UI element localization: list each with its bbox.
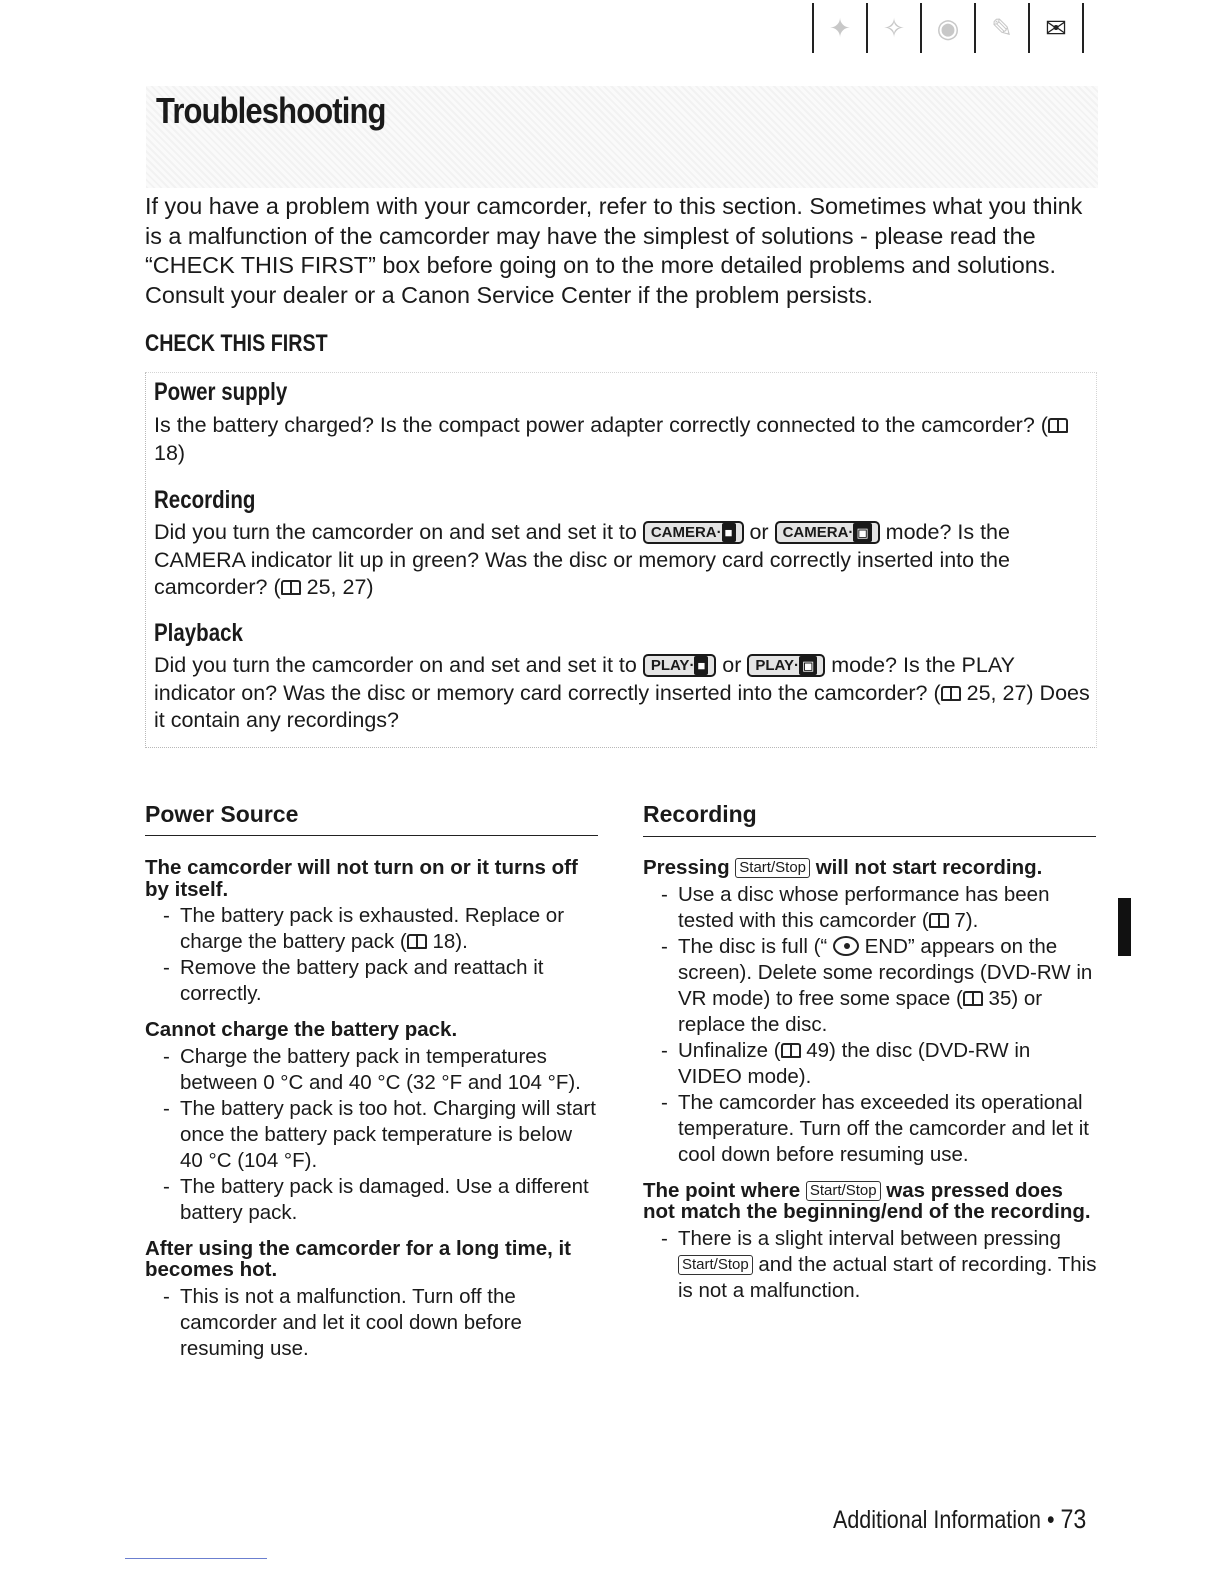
question-heading: After using the camcorder for a long time, it becomes hot. [145,1236,572,1281]
answer-text: The disc is full (“ [678,934,833,958]
list-item [643,1226,1098,1304]
playback-check-text [154,652,1094,735]
footer-section: Additional Information [833,1506,1041,1534]
mode-tag-label: CAMERA· [650,524,722,541]
tab-book-icon[interactable]: ✉ [1045,12,1067,43]
answer-list [145,1044,600,1226]
mode-tag-label: PLAY· [650,657,695,674]
power-supply-text-2: 18) [154,440,186,465]
list-item: - Remove the battery pack and reattach it correctly. [145,955,600,1007]
answer-list [643,1226,1098,1304]
list-item: - The camcorder has exceeded its operational temperature. Turn off the camcorder and let it cool down before resuming use. [643,1090,1098,1168]
answer-text: 18). [426,930,468,953]
page-ref-icon [929,913,949,928]
question-text: Pressing [643,856,736,879]
recording-check-text [154,519,1094,602]
answer-text: 7). [948,908,979,932]
movie-icon: ■ [694,656,708,675]
answer-text: and the actual start of recording. This is not a malfunction. [678,1252,1097,1302]
answer-text: The battery pack is exhausted. Replace or charge the battery pack ( [180,904,565,953]
tab-intro-icon[interactable]: ✦ [829,12,851,43]
list-item [643,1038,1098,1090]
recording-check-heading: Recording [154,486,256,514]
power-supply-heading: Power supply [154,378,288,406]
or-text: or [716,653,748,677]
movie-icon: ■ [722,523,736,542]
camera-movie-mode-tag [643,521,744,544]
list-item [643,934,1098,1038]
tab-divider [1082,3,1084,53]
list-item: - The battery pack is too hot. Charging will start once the battery pack temperature is below 40 °C (104 °F). [145,1096,600,1174]
answer-list [643,882,1098,1168]
camera-photo-mode-tag [775,521,880,544]
tab-disc-icon[interactable]: ◉ [936,12,960,43]
power-supply-text-1: Is the battery charged? Is the compact power adapter correctly connected to the camcorder? ( [154,413,1048,437]
tab-camera-icon[interactable]: ✧ [883,12,905,43]
column-rule [643,836,1096,837]
power-source-column [145,857,600,1362]
power-source-heading: Power Source [145,801,299,827]
page-ref-icon [407,934,427,949]
question-heading [643,857,1098,879]
power-supply-text [154,412,1094,467]
answer-list [145,903,600,1007]
intro-paragraph: If you have a problem with your camcorder, refer to this section. Sometimes what you think is a malfunction of the camcorder may have the simplest of solutions - please read the “CHECK THIS FIRST” box before going on to the more detailed problems and solutions. Consult your dealer or a Canon Service Center if the problem persists. [145,193,1083,308]
answer-text: Unfinalize ( [678,1038,781,1062]
photo-icon: ▣ [799,656,817,675]
page-footer [833,1504,1086,1535]
start-stop-key: Start/Stop [806,1181,881,1201]
page-ref-icon [963,991,983,1006]
list-item: - Charge the battery pack in temperatures between 0 °C and 40 °C (32 °F and 104 °F). [145,1044,600,1096]
question-text: will not start recording. [810,856,1043,879]
page-ref-icon [1048,418,1068,433]
recording-text-1: Did you turn the camcorder on and set and set it to [154,520,643,544]
list-item [145,903,600,955]
start-stop-key: Start/Stop [678,1255,753,1275]
page-ref-icon [781,1043,801,1058]
page-ref-icon [281,580,301,595]
answer-text: There is a slight interval between pressing [678,1226,1061,1250]
question-heading: Cannot charge the battery pack. [145,1018,458,1041]
list-item [643,882,1098,934]
page-title: Troubleshooting [156,90,386,131]
playback-check-heading: Playback [154,619,243,647]
check-first-title: CHECK THIS FIRST [145,330,328,357]
play-movie-mode-tag [643,654,716,677]
recording-text-2: mode? Is the CAMERA indicator lit up in green? Was the disc or memory card correctly inserted into the camcorder? ( [154,520,1010,599]
section-tabs [812,0,1084,56]
answer-text: END” appears on the screen). Delete some recordings (DVD-RW in VR mode) to free some space ( [678,934,1093,1010]
start-stop-key: Start/Stop [735,858,810,878]
playback-text-1: Did you turn the camcorder on and set and set it to [154,653,643,677]
tab-edit-icon[interactable]: ✎ [991,12,1013,43]
footer-bullet: • [1046,1506,1055,1534]
or-text: or [743,520,775,544]
page-number: 73 [1060,1504,1087,1534]
answer-text: Use a disc whose performance has been tested with this camcorder ( [678,882,1050,932]
question-text: was pressed does not match the beginning/end of the recording. [643,1178,1091,1223]
bottom-rule [125,1558,267,1559]
recording-column [643,857,1098,1304]
list-item: - This is not a malfunction. Turn off the camcorder and let it cool down before resuming use. [145,1284,600,1362]
answer-list [145,1284,600,1362]
page-ref-icon [941,686,961,701]
question-heading: The camcorder will not turn on or it turns off by itself. [145,856,578,901]
answer-text: 49) the disc (DVD-RW in VIDEO mode). [678,1038,1031,1088]
chapter-edge-marker [1118,898,1131,956]
list-item: - The battery pack is damaged. Use a different battery pack. [145,1174,600,1226]
mode-tag-label: CAMERA· [782,524,854,541]
mode-tag-label: PLAY· [755,657,799,674]
question-heading [643,1180,1098,1223]
photo-icon: ▣ [853,523,871,542]
play-photo-mode-tag [747,654,825,677]
disc-icon [833,936,859,956]
playback-text-3: 25, 27) Does it contain any recordings? [154,680,1090,732]
answer-text: 35) or replace the disc. [678,986,1043,1036]
question-text: The point where [643,1178,806,1202]
recording-text-3: 25, 27) [300,575,374,599]
playback-text-2: mode? Is the PLAY indicator on? Was the disc or memory card correctly inserted into the camcorder? ( [154,653,1015,705]
recording-heading: Recording [643,801,757,827]
column-rule [145,835,598,836]
